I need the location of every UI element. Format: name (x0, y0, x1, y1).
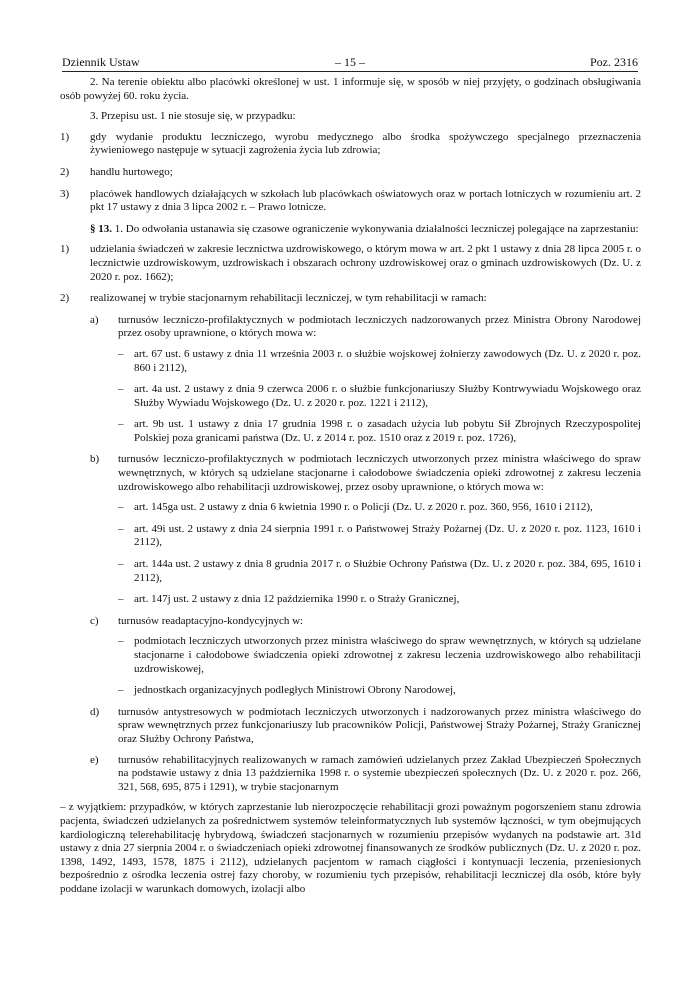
dash-text: art. 49i ust. 2 ustawy z dnia 24 sierpnia 1991 r. o Państwowej Straży Pożarnej (Dz. U. z 2020 r. poz. 1123, 1610 i 2112), (134, 522, 641, 549)
sub-item-c (90, 615, 641, 629)
sub-letter: c) (90, 614, 99, 627)
paragraph-3: 3. Przepisu ust. 1 nie stosuje się, w przypadku: (90, 110, 296, 123)
sub-text: turnusów leczniczo-profilaktycznych w podmiotach leczniczych utworzonych przez ministra właściwego do spraw wewnętrznych, w których są udzielane stacjonarne i całodobowe świadczenia opieki zdrowotnej z zakresu leczenia uzdrowiskowego albo rehabilitacji uzdrowiskowej, przez osoby uprawnione, o których mowa w: (118, 453, 641, 493)
sub-letter: d) (90, 705, 100, 718)
sub-text: turnusów leczniczo-profilaktycznych w podmiotach leczniczych nadzorowanych przez Ministra Obrony Narodowej przez osoby uprawnione, o których mowa w: (118, 313, 641, 340)
paragraph-2: 2. Na terenie obiektu albo placówki określonej w ust. 1 informuje się, w sposób w niej przyjęty, o godzinach obsługiwania osób powyżej 60. roku życia. (60, 76, 641, 102)
list-number: 1) (60, 243, 70, 256)
dash-item: – jednostkach organizacyjnych podległych Ministrowi Obrony Narodowej, (118, 684, 641, 698)
list-number: 2) (60, 165, 70, 178)
list-text: udzielania świadczeń w zakresie lecznictwa uzdrowiskowego, o którym mowa w art. 2 pkt 1 ustawy z dnia 28 lipca 2005 r. o lecznictwie uzdrowiskowym, uzdrowiskach i obszarach ochrony uzdrowiskowej oraz o gminach uzdrowiskowych (Dz. U. z 2020 r. poz. 1662); (90, 243, 641, 283)
sub-text: turnusów readaptacyjno-kondycyjnych w: (118, 614, 304, 627)
dash-text: art. 145ga ust. 2 ustawy z dnia 6 kwietnia 1990 r. o Policji (Dz. U. z 2020 r. poz. 360, 956, 1610 i 2112), (134, 501, 593, 514)
dash-text: art. 67 ust. 6 ustawy z dnia 11 września 2003 r. o służbie wojskowej żołnierzy zawodowych (Dz. U. z 2020 r. poz. 860 i 2112), (134, 347, 641, 374)
list-text: placówek handlowych działających w szkołach lub placówkach oświatowych oraz w portach lotniczych w rozumieniu art. 2 pkt 17 ustawy z dnia 3 lipca 2002 r. – Prawo lotnicze. (90, 187, 641, 214)
dash-item: – podmiotach leczniczych utworzonych przez ministra właściwego do spraw wewnętrznych, w których są udzielane stacjonarne i całodobowe świadczenia opieki zdrowotnej z zakresu leczenia uzdrowiskowego albo rehabilitacji uzdrowiskowej, (118, 635, 641, 675)
list-number: 1) (60, 130, 70, 143)
dash-item: – art. 4a ust. 2 ustawy z dnia 9 czerwca 2006 r. o służbie funkcjonariuszy Służby Kontrwywiadu Wojskowego oraz Służby Wywiadu Wojskowego (Dz. U. z 2020 r. poz. 1221 i 2112), (118, 383, 641, 409)
position-number: Poz. 2316 (590, 55, 638, 69)
list-number: 3) (60, 187, 70, 200)
dash-item: – art. 49i ust. 2 ustawy z dnia 24 sierpnia 1991 r. o Państwowej Straży Pożarnej (Dz. U. z 2020 r. poz. 1123, 1610 i 2112), (118, 522, 641, 549)
list-item (60, 243, 641, 284)
list-text: realizowanej w trybie stacjonarnym rehabilitacji leczniczej, w tym rehabilitacji w ramach: (90, 292, 487, 305)
dash-text: art. 4a ust. 2 ustawy z dnia 9 czerwca 2006 r. o służbie funkcjonariuszy Służby Kontrwywiadu Wojskowego oraz Służby Wywiadu Wojskowego (Dz. U. z 2020 r. poz. 1221 i 2112), (134, 383, 641, 409)
list-item (60, 166, 641, 180)
section-label: § 13. (90, 222, 112, 235)
dash-text: podmiotach leczniczych utworzonych przez ministra właściwego do spraw wewnętrznych, w których są udzielane stacjonarne i całodobowe świadczenia opieki zdrowotnej z zakresu leczenia uzdrowiskowego albo rehabilitacji uzdrowiskowej, (134, 635, 641, 675)
dash-item: – art. 67 ust. 6 ustawy z dnia 11 września 2003 r. o służbie wojskowej żołnierzy zawodowych (Dz. U. z 2020 r. poz. 860 i 2112), (118, 347, 641, 374)
sub-item-d (90, 706, 641, 747)
list-item (60, 188, 641, 215)
sub-letter: a) (90, 313, 99, 326)
dash-text: art. 9b ust. 1 ustawy z dnia 17 grudnia 1998 r. o zasadach użycia lub pobytu Sił Zbrojnych Rzeczypospolitej Polskiej poza granicami państwa (Dz. U. z 2014 r. poz. 1510 oraz z 2019 r. poz. 1726), (134, 418, 641, 444)
closing-paragraph: – z wyjątkiem: przypadków, w których zaprzestanie lub nierozpoczęcie rehabilitacji grozi poważnym pogorszeniem stanu zdrowia pacjenta, świadczeń udzielanych za pośrednictwem systemów teleinformatycznych lub systemów łączności, w tym obejmujących kardiologiczną telerehabilitację hybrydową, świadczeń stacjonarnych w rozumieniu przepisów wydanych na podstawie art. 31d ustawy z dnia 27 sierpnia 2004 r. o świadczeniach opieki zdrowotnej finansowanych ze środków publicznych (Dz. U. z 2020 r. poz. 1398, 1492, 1493, 1578, 1875 i 2112), udzielanych pacjentom w ramach ciągłości i kontynuacji leczenia, przeniesionych bezpośrednio z ośrodka leczenia ostrej fazy choroby, w rozumieniu tych przepisów, rehabilitacji leczniczej dla osób, które były poddane izolacji w warunkach domowych, izolacji albo (60, 801, 641, 895)
dash-item: – art. 145ga ust. 2 ustawy z dnia 6 kwietnia 1990 r. o Policji (Dz. U. z 2020 r. poz. 360, 956, 1610 i 2112), (118, 501, 641, 515)
dash-item: – art. 147j ust. 2 ustawy z dnia 12 października 1990 r. o Straży Granicznej, (118, 593, 641, 607)
sub-text: turnusów antystresowych w podmiotach leczniczych utworzonych i nadzorowanych przez ministra właściwego do spraw wewnętrznych przez funkcjonariuszy lub pracowników Policji, Państwowej Straży Pożarnej, Straży Granicznej oraz Służby Ochrony Państwa, (118, 705, 641, 745)
list-number: 2) (60, 292, 70, 305)
list-text: handlu hurtowego; (90, 165, 173, 178)
sub-item-a (90, 314, 641, 341)
document-body (60, 76, 641, 897)
dash-text: jednostkach organizacyjnych podległych Ministrowi Obrony Narodowej, (134, 684, 456, 697)
sub-text: turnusów rehabilitacyjnych realizowanych w ramach zamówień udzielanych przez Zakład Ubezpieczeń Społecznych na podstawie ustawy z dnia 13 października 1998 r. o systemie ubezpieczeń społecznych (Dz. U. z 2020 r. poz. 266, 321, 568, 695, 875 i 1291), w trybie stacjonarnym (118, 753, 641, 793)
section-text: 1. Do odwołania ustanawia się czasowe ograniczenie wykonywania działalności leczniczej polegające na zaprzestaniu: (114, 222, 639, 235)
list-text: gdy wydanie produktu leczniczego, wyrobu medycznego albo środka spożywczego specjalnego przeznaczenia żywieniowego następuje w sytuacji zagrożenia życia lub zdrowia; (90, 130, 641, 157)
journal-title: Dziennik Ustaw (62, 55, 140, 69)
sub-item-b (90, 453, 641, 494)
dash-item: – art. 9b ust. 1 ustawy z dnia 17 grudnia 1998 r. o zasadach użycia lub pobytu Sił Zbrojnych Rzeczypospolitej Polskiej poza granicami państwa (Dz. U. z 2014 r. poz. 1510 oraz z 2019 r. poz. 1726), (118, 418, 641, 444)
dash-text: art. 144a ust. 2 ustawy z dnia 8 grudnia 2017 r. o Służbie Ochrony Państwa (Dz. U. z 2020 r. poz. 384, 695, 1610 i 2112), (134, 558, 641, 584)
sub-item-e (90, 754, 641, 795)
sub-letter: b) (90, 453, 100, 466)
list-item (60, 131, 641, 158)
section-13 (60, 223, 641, 237)
dash-item: – art. 144a ust. 2 ustawy z dnia 8 grudnia 2017 r. o Służbie Ochrony Państwa (Dz. U. z 2020 r. poz. 384, 695, 1610 i 2112), (118, 558, 641, 584)
sub-letter: e) (90, 753, 99, 766)
list-item (60, 292, 641, 306)
dash-text: art. 147j ust. 2 ustawy z dnia 12 października 1990 r. o Straży Granicznej, (134, 593, 460, 606)
page-number: – 15 – (335, 55, 365, 69)
page-header (62, 55, 638, 72)
